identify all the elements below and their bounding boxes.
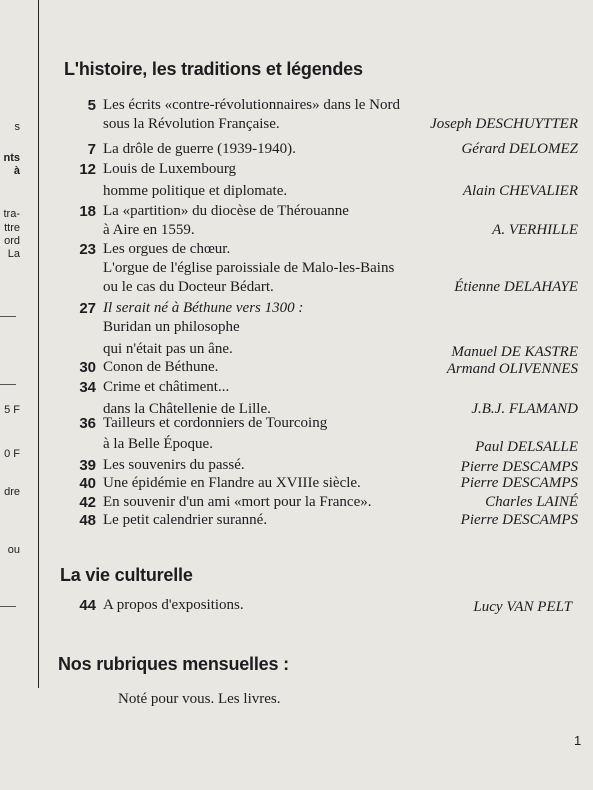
article-title: Crime et châtiment... <box>103 379 230 395</box>
page-number: 36 <box>79 415 96 432</box>
margin-text: ord <box>4 235 20 247</box>
author-name: Manuel DE KASTRE <box>451 344 578 360</box>
article-title: homme politique et diplomate. <box>103 183 288 199</box>
page-border-line <box>38 0 39 688</box>
margin-rule <box>0 316 16 317</box>
article-title: Buridan un philosophe <box>103 319 240 335</box>
margin-rule <box>0 606 16 607</box>
page-number: 12 <box>79 161 96 178</box>
article-title: La drôle de guerre (1939-1940). <box>103 141 296 157</box>
author-name: Charles LAINÉ <box>485 494 578 510</box>
article-title: Le petit calendrier suranné. <box>103 512 268 528</box>
author-name: Alain CHEVALIER <box>462 183 578 199</box>
toc-entry <box>62 511 578 530</box>
toc-entry <box>62 474 578 493</box>
toc-entry <box>62 596 578 615</box>
margin-text: à <box>13 165 20 177</box>
margin-rule <box>0 384 16 385</box>
author-name: Pierre DESCAMPS <box>460 475 578 491</box>
toc-entry <box>62 299 578 359</box>
toc-entry <box>62 96 578 134</box>
article-title: Tailleurs et cordonniers de Tourcoing <box>103 415 328 431</box>
toc-entry <box>62 160 578 201</box>
article-title: qui n'était pas un âne. <box>103 341 233 357</box>
page-number: 44 <box>79 597 96 614</box>
toc-entry <box>62 378 578 419</box>
author-name: Pierre DESCAMPS <box>460 459 578 475</box>
section-title-rubriques: Nos rubriques mensuelles : <box>58 654 289 674</box>
article-title: Il serait né à Béthune vers 1300 : <box>103 300 304 316</box>
article-title: ou le cas du Docteur Bédart. <box>103 279 274 295</box>
author-name: Étienne DELAHAYE <box>454 279 578 295</box>
page-number: 40 <box>79 475 96 492</box>
author-name: J.B.J. FLAMAND <box>471 401 578 417</box>
toc-entry <box>62 456 578 475</box>
page-number: 23 <box>79 241 96 258</box>
article-title: Les souvenirs du passé. <box>103 457 245 473</box>
article-title: La «partition» du diocèse de Thérouanne <box>103 203 349 219</box>
author-name: Gérard DELOMEZ <box>461 141 578 157</box>
article-title: Une épidémie en Flandre au XVIIIe siècle. <box>103 475 361 491</box>
toc-entry <box>62 240 578 297</box>
toc-entry <box>62 140 578 159</box>
toc-entry <box>62 202 578 240</box>
page-number: 30 <box>79 359 96 376</box>
toc-entry <box>62 358 578 377</box>
article-title: Les écrits «contre-révolutionnaires» dans le Nord <box>103 97 400 113</box>
article-title: dans la Châtellenie de Lille. <box>103 401 271 417</box>
page-number: 48 <box>79 512 96 529</box>
author-name: Paul DELSALLE <box>475 439 578 455</box>
article-title: Les orgues de chœur. <box>103 241 231 257</box>
rubriques-text: Noté pour vous. Les livres. <box>118 691 281 707</box>
article-title: En souvenir d'un ami «mort pour la France». <box>103 494 372 510</box>
left-column-fragment <box>0 0 38 790</box>
section-title-culture: La vie culturelle <box>60 565 193 585</box>
article-title: Conon de Béthune. <box>103 359 219 375</box>
page-number: 42 <box>79 494 96 511</box>
margin-text: ou <box>7 544 20 556</box>
page-number: 39 <box>79 457 96 474</box>
article-title: à la Belle Époque. <box>103 436 213 452</box>
article-title: L'orgue de l'église paroissiale de Malo-les-Bains <box>103 260 395 276</box>
toc-entry <box>62 414 578 454</box>
toc-entry <box>62 493 578 512</box>
article-title: Louis de Luxembourg <box>103 161 237 177</box>
margin-text: tra- <box>3 208 20 220</box>
author-name: Lucy VAN PELT <box>473 599 572 615</box>
margin-text: 5 F <box>4 404 20 416</box>
page-number: 34 <box>79 379 96 396</box>
author-name: Pierre DESCAMPS <box>460 512 578 528</box>
article-title: A propos d'expositions. <box>103 597 244 613</box>
margin-text: ttre <box>4 222 20 234</box>
page-number: 7 <box>87 141 96 158</box>
margin-text: 0 F <box>4 448 20 460</box>
author-name: Armand OLIVENNES <box>446 361 578 377</box>
article-title: sous la Révolution Française. <box>103 116 280 132</box>
author-name: A. VERHILLE <box>492 222 578 238</box>
margin-text: La <box>7 248 20 260</box>
author-name: Joseph DESCHUYTTER <box>430 116 578 132</box>
margin-text: dre <box>4 486 20 498</box>
article-title: à Aire en 1559. <box>103 222 195 238</box>
page-number: 27 <box>79 300 96 317</box>
section-title-history: L'histoire, les traditions et légendes <box>64 59 363 79</box>
margin-text: nts <box>3 152 20 164</box>
page-folio: 1 <box>574 733 582 748</box>
page-number: 18 <box>79 203 96 220</box>
page-number: 5 <box>87 97 96 114</box>
margin-text: s <box>14 121 20 133</box>
